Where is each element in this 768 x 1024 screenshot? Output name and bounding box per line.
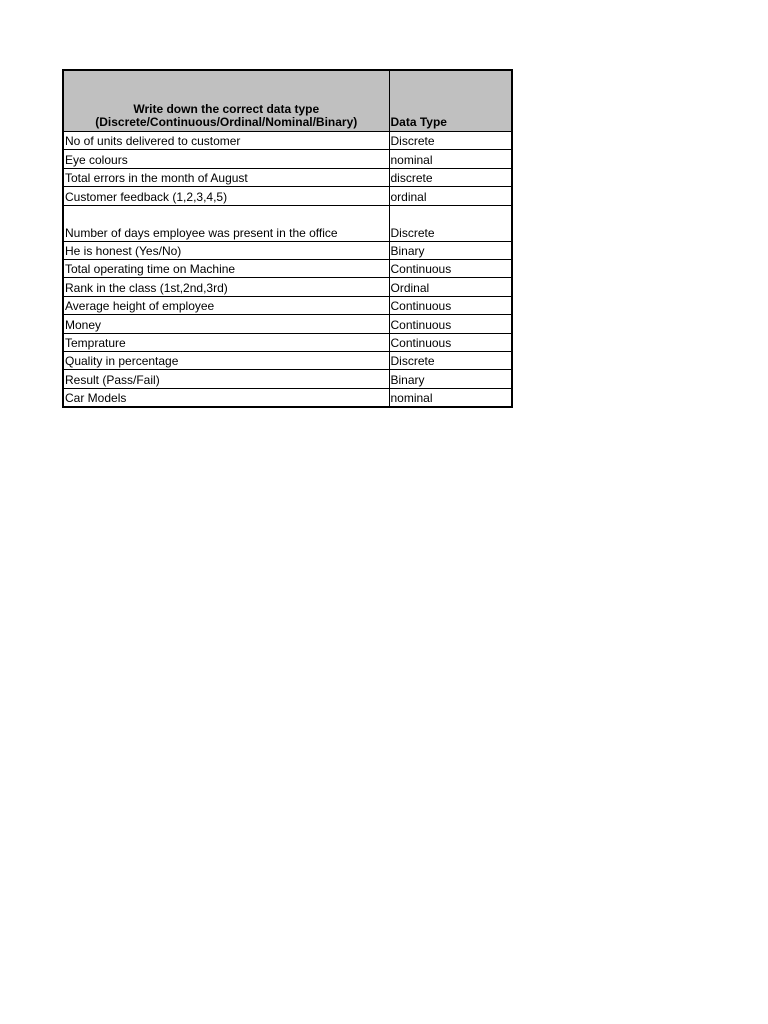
data-type-cell[interactable]: Continuous [389,315,512,333]
table-row [63,259,512,277]
data-type-table [62,69,513,408]
data-type-cell[interactable]: Continuous [389,296,512,314]
question-cell[interactable]: Eye colours [63,150,389,168]
question-cell[interactable]: Customer feedback (1,2,3,4,5) [63,187,389,205]
question-cell[interactable]: Total errors in the month of August [63,168,389,186]
data-type-cell[interactable]: discrete [389,168,512,186]
data-type-cell[interactable]: ordinal [389,187,512,205]
table-row [63,351,512,369]
data-type-header-cell[interactable]: Data Type [389,70,512,132]
data-type-cell[interactable]: nominal [389,150,512,168]
data-type-cell[interactable]: Discrete [389,132,512,150]
question-cell[interactable]: Result (Pass/Fail) [63,370,389,388]
table-row [63,388,512,407]
data-type-cell[interactable]: Binary [389,241,512,259]
table-row [63,150,512,168]
table-row [63,168,512,186]
table-row [63,296,512,314]
data-type-cell[interactable]: Binary [389,370,512,388]
question-cell[interactable]: Number of days employee was present in the office [63,205,389,241]
question-cell[interactable]: Total operating time on Machine [63,259,389,277]
question-cell[interactable]: Temprature [63,333,389,351]
table-row [63,187,512,205]
table-row [63,333,512,351]
table-row [63,370,512,388]
question-cell[interactable]: Money [63,315,389,333]
question-cell[interactable]: Car Models [63,388,389,407]
table-row [63,132,512,150]
question-header-cell[interactable] [63,70,389,132]
question-cell[interactable]: He is honest (Yes/No) [63,241,389,259]
table-row [63,205,512,241]
question-cell[interactable]: Average height of employee [63,296,389,314]
header-row [63,70,512,132]
table-row [63,315,512,333]
data-type-cell[interactable]: Discrete [389,351,512,369]
question-header-line1: Write down the correct data type [133,102,320,116]
data-type-cell[interactable]: nominal [389,388,512,407]
question-header-line2: (Discrete/Continuous/Ordinal/Nominal/Binary) [95,115,358,129]
question-cell[interactable]: Quality in percentage [63,351,389,369]
question-cell[interactable]: Rank in the class (1st,2nd,3rd) [63,278,389,296]
table-row [63,278,512,296]
data-type-cell[interactable]: Discrete [389,205,512,241]
data-type-cell[interactable]: Continuous [389,333,512,351]
question-cell[interactable]: No of units delivered to customer [63,132,389,150]
data-type-cell[interactable]: Continuous [389,259,512,277]
table-row [63,241,512,259]
data-type-cell[interactable]: Ordinal [389,278,512,296]
